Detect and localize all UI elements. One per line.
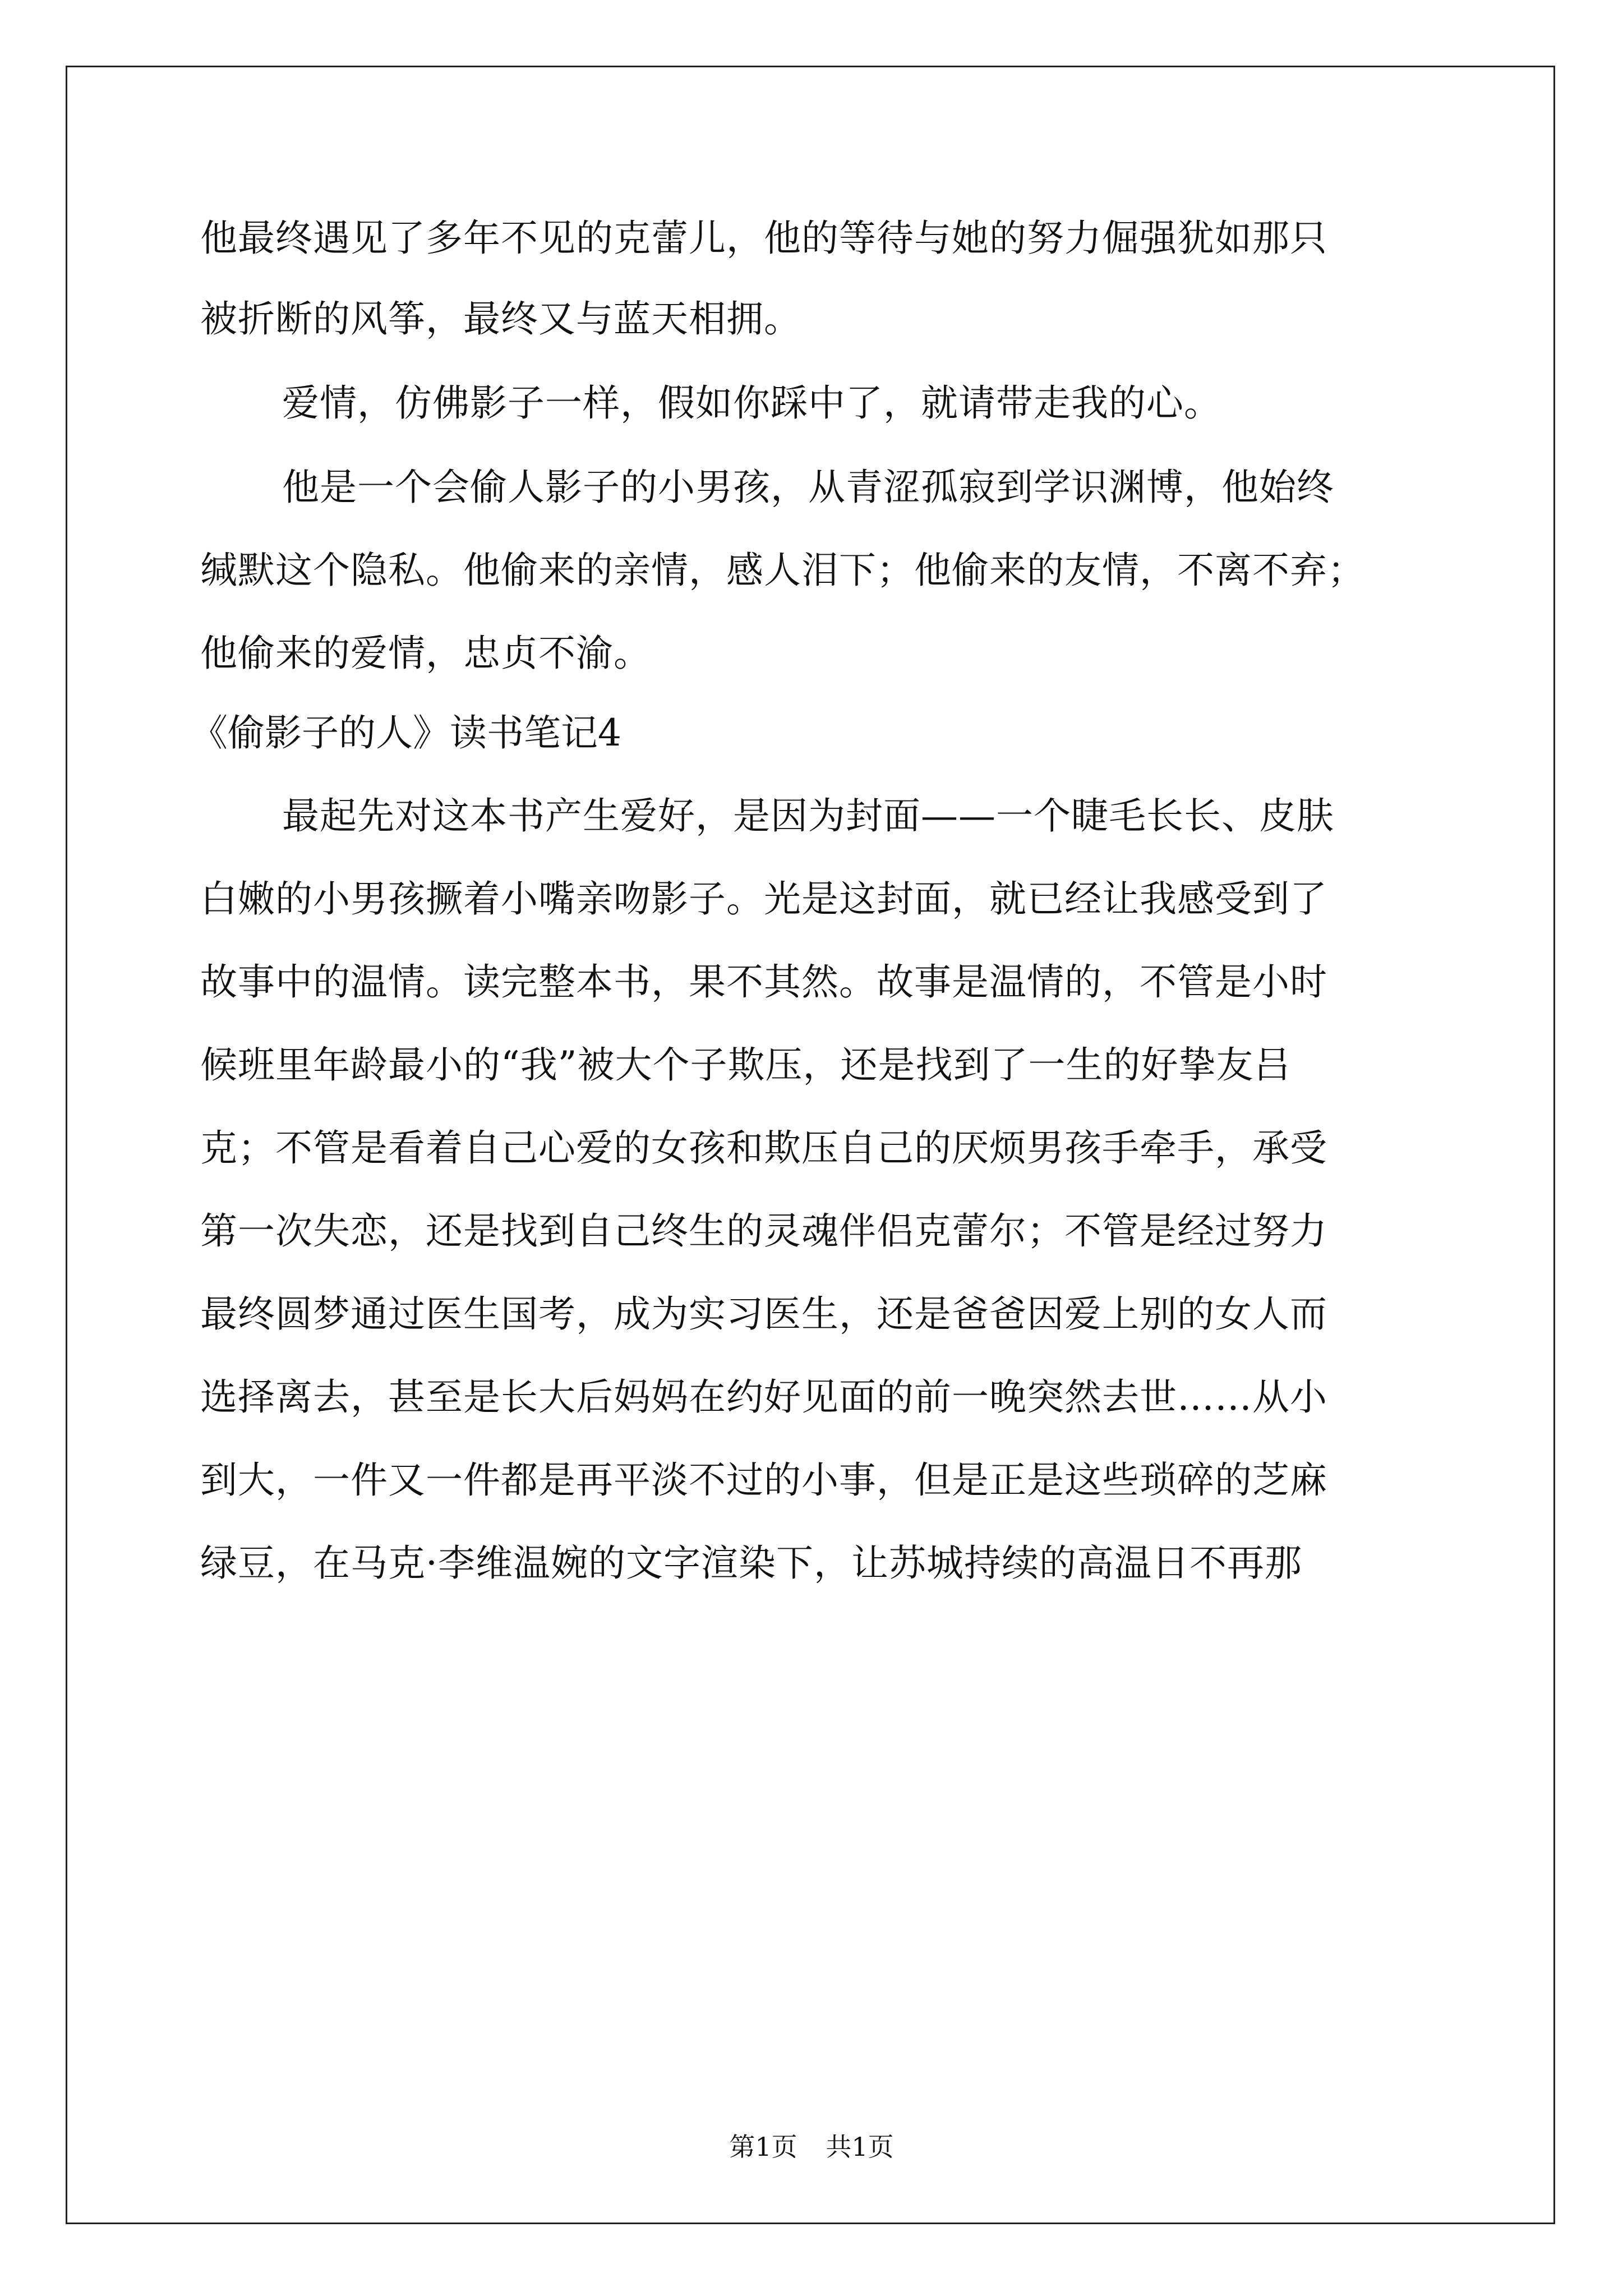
text-line: 故事中的温情。读完整本书，果不其然。故事是温情的，不管是小时 [200,960,1327,1004]
text-line: 被折断的风筝，最终又与蓝天相拥。 [200,297,801,341]
section-heading: 《偷影子的人》读书笔记4 [191,711,621,754]
text-line: 他偷来的爱情，忠贞不渝。 [200,632,651,675]
text-line: 缄默这个隐私。他偷来的亲情，感人泪下；他偷来的友情，不离不弃； [200,549,1365,592]
text-line: 最起先对这本书产生爱好，是因为封面——一个睫毛长长、皮肤 [282,794,1334,838]
text-line: 到大，一件又一件都是再平淡不过的小事，但是正是这些琐碎的芝麻 [200,1458,1327,1502]
page-number: 第1页 [729,2132,797,2162]
page-total: 共1页 [826,2132,894,2162]
text-line: 选择离去，甚至是长大后妈妈在约好见面的前一晚突然去世……从小 [200,1375,1327,1419]
text-line: 克；不管是看着自己心爱的女孩和欺压自己的厌烦男孩手牵手，承受 [200,1126,1327,1170]
text-line: 最终圆梦通过医生国考，成为实习医生，还是爸爸因爱上别的女人而 [200,1292,1327,1336]
text-line: 他是一个会偷人影子的小男孩，从青涩孤寂到学识渊博，他始终 [282,466,1334,509]
text-line: 绿豆，在马克·李维温婉的文字渲染下，让苏城持续的高温日不再那 [200,1542,1302,1585]
text-line: 第一次失恋，还是找到自己终生的灵魂伴侣克蕾尔；不管是经过努力 [200,1209,1327,1253]
page-footer [0,2130,1623,2164]
text-line: 白嫩的小男孩撅着小嘴亲吻影子。光是这封面，就已经让我感受到了 [200,877,1327,921]
text-line: 他最终遇见了多年不见的克蕾儿，他的等待与她的努力倔强犹如那只 [200,217,1327,260]
text-line: 候班里年龄最小的“我”被大个子欺压，还是找到了一生的好挚友吕 [200,1043,1292,1087]
text-line: 爱情，仿佛影子一样，假如你踩中了，就请带走我的心。 [282,381,1221,425]
